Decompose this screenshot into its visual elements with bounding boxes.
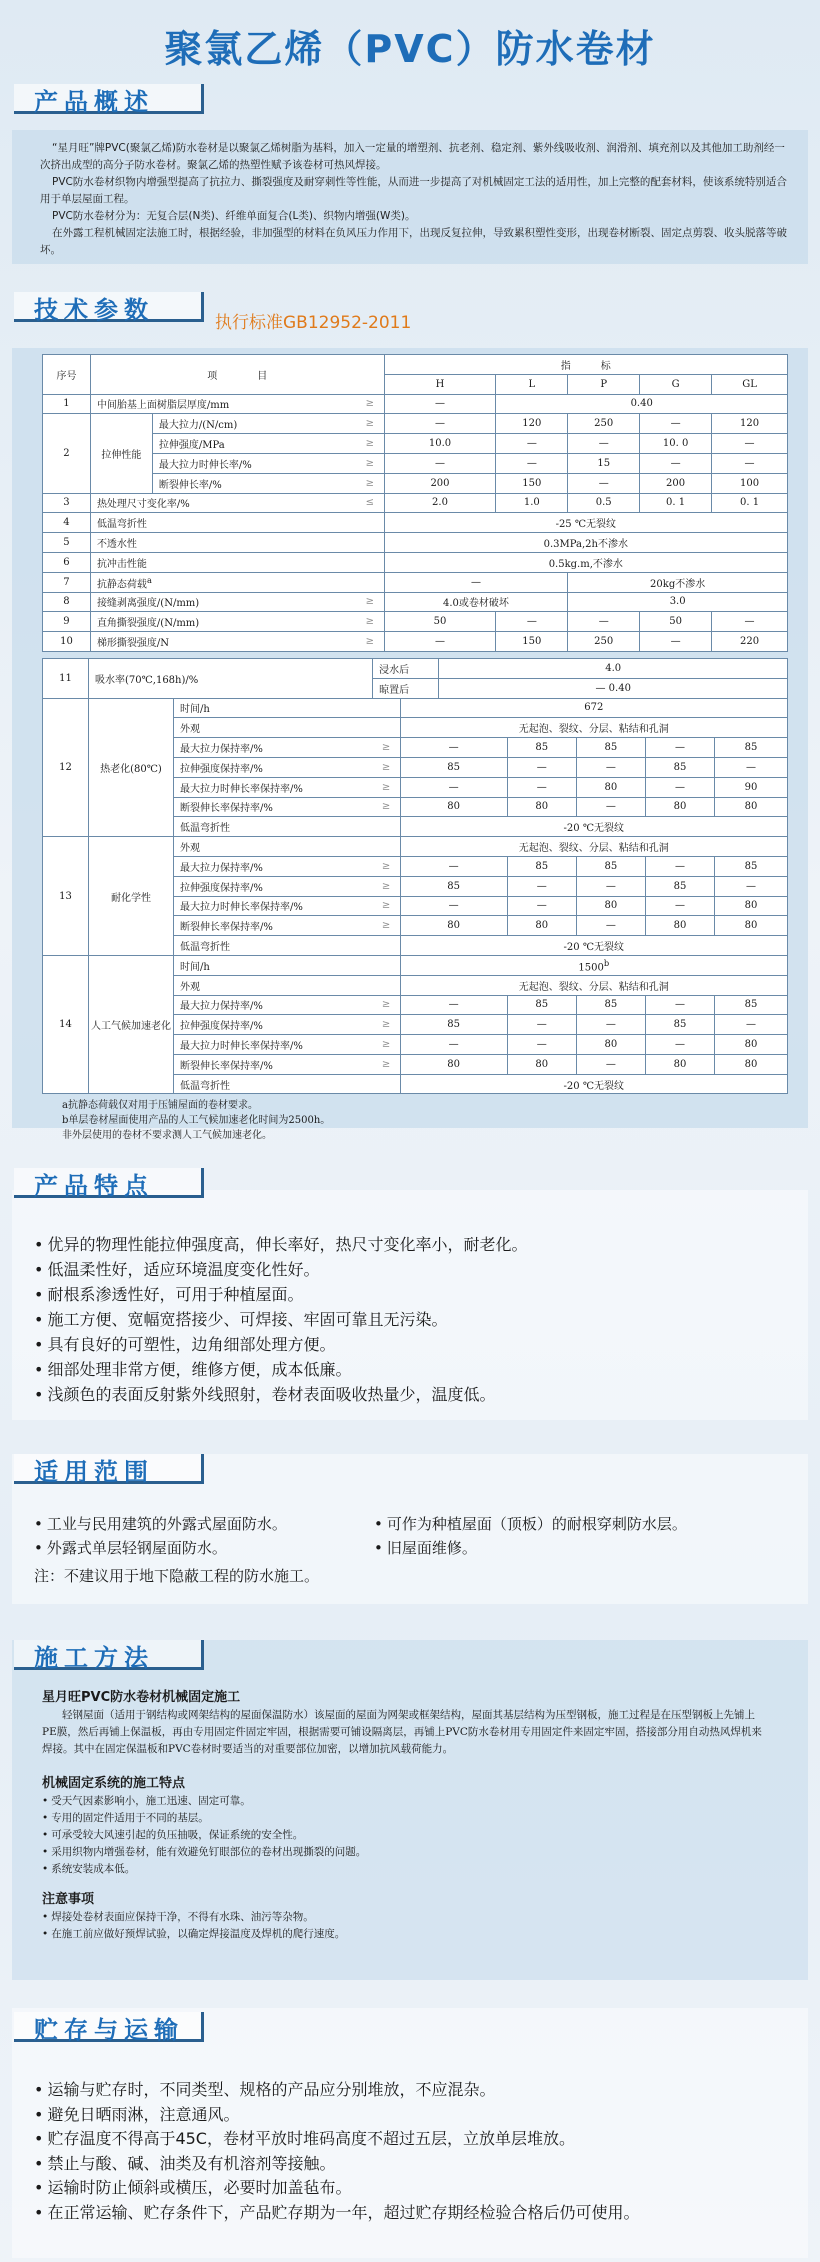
overview-paragraph: PVC防水卷材织物内增强型提高了抗拉力、撕裂强度及耐穿刺性等性能，从而进一步提高了对机械固定工法的适用性，加上完整的配套材料，使该系统特别适合用于单层屋面工程。 [40,176,787,205]
list-item: • 耐根系渗透性好，可用于种植屋面。 [34,1282,808,1307]
list-item: • 运输与贮存时，不同类型、规格的产品应分别堆放，不应混杂。 [34,2078,808,2103]
list-item: • 系统安装成本低。 [42,1861,808,1878]
spec-panel [12,348,808,1142]
tech-heading: 技术参数 [14,292,214,326]
spec-table: 序号 项 目 指 标 H L P G GL 1 中间胎基上面树脂层厚度/mm ≥ — 0.40 2 拉伸性能 最大拉力/(N/cm) ≥ — 120 250 — 120 拉伸强度/MPa ≥ 10.0 — — 10. 0 — 最大拉力时伸长率/% ≥ — — 15 — — 断裂伸长率/% ≥ 200 150 — 200 100 3 热处理尺寸变化率/% ≤ 2.0 1.0 0.5 0. 1 0. 1 4 低温弯折性 -25 ℃无裂纹 5 不透水性 0.3MPa,2h不渗水 6 抗冲击性能 0.5kg.m,不渗水 7 抗静态荷载$^a$ — 20kg不渗水 8 接缝剥离强度/(N/mm) ≥ 4.0或卷材破坏 3.0 9 直角撕裂强度/(N/mm) ≥ 50 — — 50 — 10 梯形撕裂强度/N ≥ — 150 250 — 220 [42,354,788,652]
features-panel [12,1190,808,1420]
table-notes [42,1094,808,1143]
list-item: • 浅颜色的表面反射紫外线照射，卷材表面吸收热量少，温度低。 [34,1382,808,1407]
list-item: • 在正常运输、贮存条件下，产品贮存期为一年，超过贮存期经检验合格后仍可使用。 [34,2201,808,2226]
section-subtitle: 机械固定系统的施工特点 [42,1776,186,1791]
overview-panel [12,130,808,264]
construction-paragraph: 轻钢屋面（适用于钢结构或网架结构的屋面保温防水）该屋面的屋面为网架或框架结构，屋面其基层结构为压型钢板，施工过程是在压型钢板上先铺上PE膜，然后再铺上保温板，再由专用固定件固定牢固，根据需要可铺设隔离层，再铺上PVC防水卷材用专用固定件来固定牢固，搭接部分用自动热风焊机来焊接。其中在固定保温板和PVC卷材时要适当的对重要部位加密，以增加抗风载荷能力。 [42,1709,762,1755]
section-subtitle: 星月旺PVC防水卷材机械固定施工 [42,1690,241,1705]
list-item: • 可承受较大风速引起的负压抽吸，保证系统的安全性。 [42,1827,808,1844]
overview-heading: 产品概述 [14,84,214,118]
list-item: • 具有良好的可塑性，边角细部处理方便。 [34,1332,808,1357]
storage-heading: 贮存与运输 [14,2012,214,2046]
construction-panel [12,1640,808,1980]
list-item: • 外露式单层轻钢屋面防水。 [34,1536,374,1560]
overview-paragraph: 在外露工程机械固定法施工时，根据经验，非加强型的材料在负风压力作用下，出现反复拉伸，导致累积塑性变形，出现卷材断裂、固定点剪裂、收头脱落等破坏。 [40,227,787,256]
spec-table-aging: 11 吸水率(70℃,168h)/% 浸水后 4.0 晾置后 — 0.40 12 热老化(80℃) 时间/h 672 外观 无起泡、裂纹、分层、粘结和孔洞 最大拉力保持率/% ≥ — 85 85 — 85 拉伸强度保持率/% ≥ 85 — — 85 — 最大拉力时伸长率保持率/% ≥ — — 80 — 90 断裂伸长率保持率/% ≥ 80 80 — 80 80 低温弯折性 -20 ℃无裂纹 13 耐化学性 外观 无起泡、裂纹、分层、粘结和孔洞 最大拉力保持率/% ≥ — 85 85 — 85 拉伸强度保持率/% ≥ 85 — — 85 — 最大拉力时伸长率保持率/% ≥ — — 80 — 80 断裂伸长率保持率/% ≥ 80 80 — 80 80 低温弯折性 -20 ℃无裂纹 14 人工气候加速老化 时间/h 1500$^b$ 外观 无起泡、裂纹、分层、粘结和孔洞 最大拉力保持率/% ≥ — 85 85 — 85 拉伸强度保持率/% ≥ 85 — — 85 — 最大拉力时伸长率保持率/% ≥ — — 80 — 80 断裂伸长率保持率/% ≥ 80 80 — 80 80 低温弯折性 -20 ℃无裂纹 [42,658,788,1095]
list-item: • 禁止与酸、碱、油类及有机溶剂等接触。 [34,2152,808,2177]
features-heading: 产品特点 [14,1168,214,1202]
list-item: • 专用的固定件适用于不同的基层。 [42,1810,808,1827]
overview-paragraph: “星月旺”牌PVC(聚氯乙烯)防水卷材是以聚氯乙烯树脂为基料，加入一定量的增塑剂、抗老剂、稳定剂、紫外线吸收剂、润滑剂、填充剂以及其他加工助剂经一次挤出成型的高分子防水卷材。聚氯乙烯的热塑性赋予该卷材可热风焊接。 [40,142,785,171]
section-subtitle: 注意事项 [42,1892,95,1907]
overview-paragraph: PVC防水卷材分为：无复合层(N类)、纤维单面复合(L类)、织物内增强(W类)。 [52,210,416,222]
list-item: • 在施工前应做好预焊试验，以确定焊接温度及焊机的爬行速度。 [42,1926,808,1943]
scope-note: 注：不建议用于地下隐蔽工程的防水施工。 [34,1567,320,1585]
standard-label: 执行标准GB12952-2011 [215,313,412,333]
list-item: • 受天气因素影响小，施工迅速、固定可靠。 [42,1793,808,1810]
list-item: • 旧屋面维修。 [374,1536,477,1560]
list-item: • 施工方便、宽幅宽搭接少、可焊接、牢固可靠且无污染。 [34,1307,808,1332]
scope-heading: 适用范围 [14,1454,214,1488]
note: a抗静态荷载仅对用于压铺屋面的卷材要求。 [62,1100,258,1112]
list-item: • 细部处理非常方便，维修方便，成本低廉。 [34,1357,808,1382]
list-item: • 采用织物内增强卷材，能有效避免钉眼部位的卷材出现撕裂的问题。 [42,1844,808,1861]
list-item: • 工业与民用建筑的外露式屋面防水。 [34,1512,374,1536]
list-item: • 避免日晒雨淋，注意通风。 [34,2103,808,2128]
list-item: • 焊接处卷材表面应保持干净，不得有水珠、油污等杂物。 [42,1909,808,1926]
list-item: • 运输时防止倾斜或横压，必要时加盖毡布。 [34,2176,808,2201]
construction-heading: 施工方法 [14,1640,214,1674]
note: 非外层使用的卷材不要求测人工气候加速老化。 [62,1130,272,1142]
list-item: • 可作为种植屋面（顶板）的耐根穿刺防水层。 [374,1512,687,1536]
list-item: • 低温柔性好，适应环境温度变化性好。 [34,1257,808,1282]
note: b单层卷材屋面使用产品的人工气候加速老化时间为2500h。 [62,1115,331,1127]
list-item: • 优异的物理性能拉伸强度高，伸长率好，热尺寸变化率小，耐老化。 [34,1232,808,1257]
list-item: • 贮存温度不得高于45C，卷材平放时堆码高度不超过五层，立放单层堆放。 [34,2127,808,2152]
page-title: 聚氯乙烯（PVC）防水卷材 [164,27,656,71]
